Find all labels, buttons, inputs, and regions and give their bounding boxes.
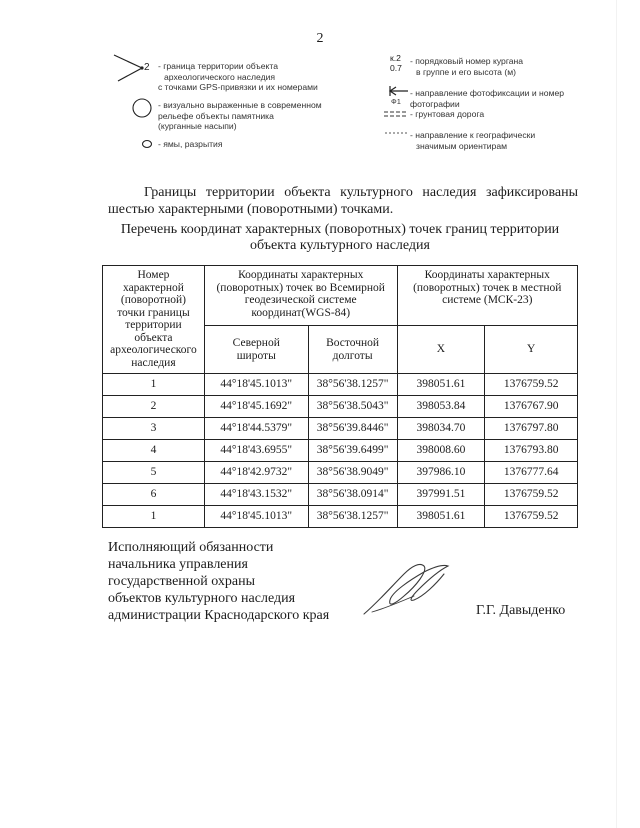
latitude-cell: 44°18'45.1692" (204, 396, 308, 418)
table-row (103, 506, 578, 528)
longitude-cell: 38°56'39.6499" (308, 440, 397, 462)
header-north-latitude: Северной широты (204, 326, 308, 374)
kurgan-number-icon: к.2 0.7 (390, 53, 402, 73)
y-cell: 1376759.52 (485, 506, 578, 528)
dirt-road-icon (383, 110, 409, 118)
table-row (103, 374, 578, 396)
table-row (103, 462, 578, 484)
x-cell: 398053.84 (397, 396, 485, 418)
small-oval-icon (140, 138, 154, 150)
point-number-cell: 5 (103, 462, 205, 484)
table-row (103, 440, 578, 462)
page-edge (616, 0, 617, 828)
y-cell: 1376767.90 (485, 396, 578, 418)
point-number-cell: 6 (103, 484, 205, 506)
x-cell: 398034.70 (397, 418, 485, 440)
legend-direction-text: - направление к географически значимым ориентирам (410, 130, 536, 151)
table-row (103, 396, 578, 418)
direction-arrow-icon (384, 129, 408, 137)
y-cell: 1376793.80 (485, 440, 578, 462)
y-cell: 1376797.80 (485, 418, 578, 440)
legend-boundary-text: - граница территории объекта археологического наследия с точками GPS-привязки и их номерами (158, 61, 318, 92)
latitude-cell: 44°18'42.9732" (204, 462, 308, 484)
header-wgs84: Координаты характерных (поворотных) точек во Всемирной геодезической системе координат(WGS-84) (204, 266, 397, 326)
latitude-cell: 44°18'45.1013" (204, 506, 308, 528)
photo-direction-icon (387, 85, 409, 97)
longitude-cell: 38°56'39.8446" (308, 418, 397, 440)
legend-kurgan-text: - порядковый номер кургана в группе и его высота (м) (410, 56, 524, 77)
circle-icon (131, 97, 153, 119)
point-number-cell: 1 (103, 374, 205, 396)
table-row (103, 484, 578, 506)
latitude-cell: 44°18'43.1532" (204, 484, 308, 506)
header-east-longitude: Восточной долготы (308, 326, 397, 374)
photo-number-marker: Ф1 (391, 97, 401, 106)
longitude-cell: 38°56'38.1257" (308, 374, 397, 396)
header-point-number: Номер характерной (поворотной) точки границы территории объекта археологического наследия (103, 266, 205, 374)
latitude-cell: 44°18'45.1013" (204, 374, 308, 396)
longitude-cell: 38°56'38.5043" (308, 396, 397, 418)
page-number: 2 (316, 31, 324, 46)
boundary-point-marker: 2 (144, 62, 150, 73)
legend-photo-text: - направление фотофиксации и номер фотографии (410, 88, 565, 109)
boundary-paragraph: Границы территории объекта культурного наследия зафиксированы шестью характерными (поворотными) точками. (108, 185, 578, 217)
legend-road-text: - грунтовая дорога (410, 109, 485, 119)
x-cell: 397986.10 (397, 462, 485, 484)
x-cell: 398051.61 (397, 374, 485, 396)
latitude-cell: 44°18'44.5379" (204, 418, 308, 440)
x-cell: 398051.61 (397, 506, 485, 528)
longitude-cell: 38°56'38.9049" (308, 462, 397, 484)
coordinates-table (102, 265, 578, 528)
point-number-cell: 3 (103, 418, 205, 440)
signatory-position: Исполняющий обязанности начальника управления государственной охраны объектов культурного наследия администрации Краснодарского края (108, 540, 330, 623)
legend-mounds-text: - визуально выраженные в современном рельефе объекты памятника (курганные насыпи) (158, 100, 322, 131)
handwritten-signature (358, 556, 458, 620)
point-number-cell: 4 (103, 440, 205, 462)
header-msk23: Координаты характерных (поворотных) точек в местной системе (МСК-23) (397, 266, 577, 326)
longitude-cell: 38°56'38.1257" (308, 506, 397, 528)
header-y: Y (485, 326, 578, 374)
point-number-cell: 1 (103, 506, 205, 528)
point-number-cell: 2 (103, 396, 205, 418)
latitude-cell: 44°18'43.6955" (204, 440, 308, 462)
legend-pits-text: - ямы, разрытия (158, 139, 223, 149)
x-cell: 397991.51 (397, 484, 485, 506)
table-row (103, 418, 578, 440)
y-cell: 1376759.52 (485, 484, 578, 506)
y-cell: 1376777.64 (485, 462, 578, 484)
header-x: X (397, 326, 485, 374)
y-cell: 1376759.52 (485, 374, 578, 396)
coordinates-list-title: Перечень координат характерных (поворотных) точек границ территории объекта культурного наследия (120, 222, 560, 253)
x-cell: 398008.60 (397, 440, 485, 462)
longitude-cell: 38°56'38.0914" (308, 484, 397, 506)
signer-name: Г.Г. Давыденко (476, 603, 566, 618)
